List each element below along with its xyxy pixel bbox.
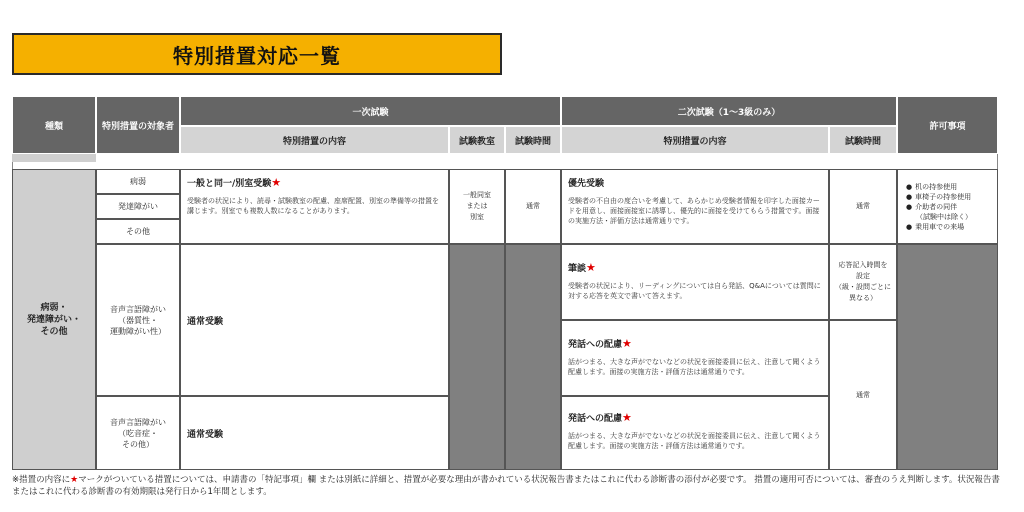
second-content-speech-care2 [561,396,829,470]
content-title: 通常受験 [187,429,224,440]
first-content-group1 [180,169,449,244]
second-time-priority: 通常 [829,169,897,244]
permitted-item: ● 車椅子の持参使用 [906,192,997,202]
header-time: 試験時間 [505,126,561,154]
row-category: 病弱・ 発達障がい・ その他 [12,169,96,470]
permitted-na [897,244,998,470]
header-gap [12,154,998,169]
star-icon: ★ [622,337,632,350]
content-title: 一般と同一/別室受験★ [187,176,282,189]
first-time-na [505,244,561,470]
content-body: 受験者の状況により、読尋・試験教室の配慮、座席配置、別室の準備等の措置を講じます。別室でも複数人数になることがあります。 [187,197,439,215]
second-content-writing [561,244,829,320]
content-body: 話がつまる、大きな声がでないなどの状況を面接委員に伝え、注意して聞くよう配慮します。面接の実施方法・評価方法は通常通りです。 [568,432,821,450]
permitted-items [897,169,998,244]
first-content-speech2 [180,396,449,470]
content-title: 発話への配慮★ [568,411,632,424]
header-second-exam: 二次試験（1～3級のみ） [561,96,897,126]
star-icon: ★ [271,176,282,189]
content-body: 話がつまる、大きな声がでないなどの状況を面接委員に伝え、注意して聞くよう配慮します。面接の実施方法・評価方法は通常通りです。 [568,358,821,376]
header-target: 特別措置の対象者 [96,96,180,154]
permitted-item: ● 机の持参使用 [906,182,997,192]
target-other: その他 [96,219,180,244]
target-developmental: 発達障がい [96,194,180,219]
content-body: 受験者の不自由の度合いを考慮して、あらかじめ受験者情報を印字した面接カードを用意し、面接面接室に誘導し、優先的に面接を受けてもらう措置です。面接の実施方法・評価方法は通常通りです。 [568,197,820,225]
permitted-item: ● 介助者の同伴 [906,202,997,212]
second-content-priority [561,169,829,244]
first-time-group1: 通常 [505,169,561,244]
second-time-speech: 通常 [829,320,897,470]
first-room-na [449,244,505,470]
footnote: ※措置の内容に★マークがついている措置については、申請書の「特記事項」欄 または別紙に詳細と、措置が必要な理由が書かれている状況報告書またはこれに代わる診断書の添付が必要です。 措置の適用可否については、審査のうえ判断します。状況報告書またはこれに代わる診断書の有効期限は発行日から1年間とします。 [12,475,1000,497]
target-speech-stutter: 音声言語障がい （吃音症・ その他） [96,396,180,470]
second-time-writing: 応答記入時間を 設定 （級・設問ごとに 異なる） [829,244,897,320]
content-title: 優先受験 [568,179,605,189]
permitted-item: ● 乗用車での来場 [906,222,997,232]
header-time-second: 試験時間 [829,126,897,154]
star-icon: ★ [586,261,596,274]
permitted-list [898,182,997,232]
header-permitted: 許可事項 [897,96,998,154]
star-icon: ★ [70,475,79,485]
header-first-exam: 一次試験 [180,96,561,126]
content-title: 発話への配慮★ [568,337,632,350]
content-title: 筆談★ [568,261,596,274]
target-speech-organic: 音声言語障がい （器質性・ 運動障がい性） [96,244,180,396]
permitted-item-note: （試験中は除く） [916,213,972,221]
content-title: 通常受験 [187,316,224,327]
first-content-speech1 [180,244,449,396]
header-content-second: 特別措置の内容 [561,126,829,154]
header-content: 特別措置の内容 [180,126,449,154]
star-icon: ★ [622,411,632,424]
header-type: 種類 [12,96,96,154]
target-illness: 病弱 [96,169,180,194]
content-body: 受験者の状況により、リーディングについては自ら発話、Q&Aについては質問に対する応答を英文で書いて答えます。 [568,282,821,300]
first-room-group1: 一般同室 または 別室 [449,169,505,244]
page-title: 特別措置対応一覧 [12,33,502,75]
header-gap-gray [12,154,96,162]
header-room: 試験教室 [449,126,505,154]
second-content-speech-care1 [561,320,829,396]
